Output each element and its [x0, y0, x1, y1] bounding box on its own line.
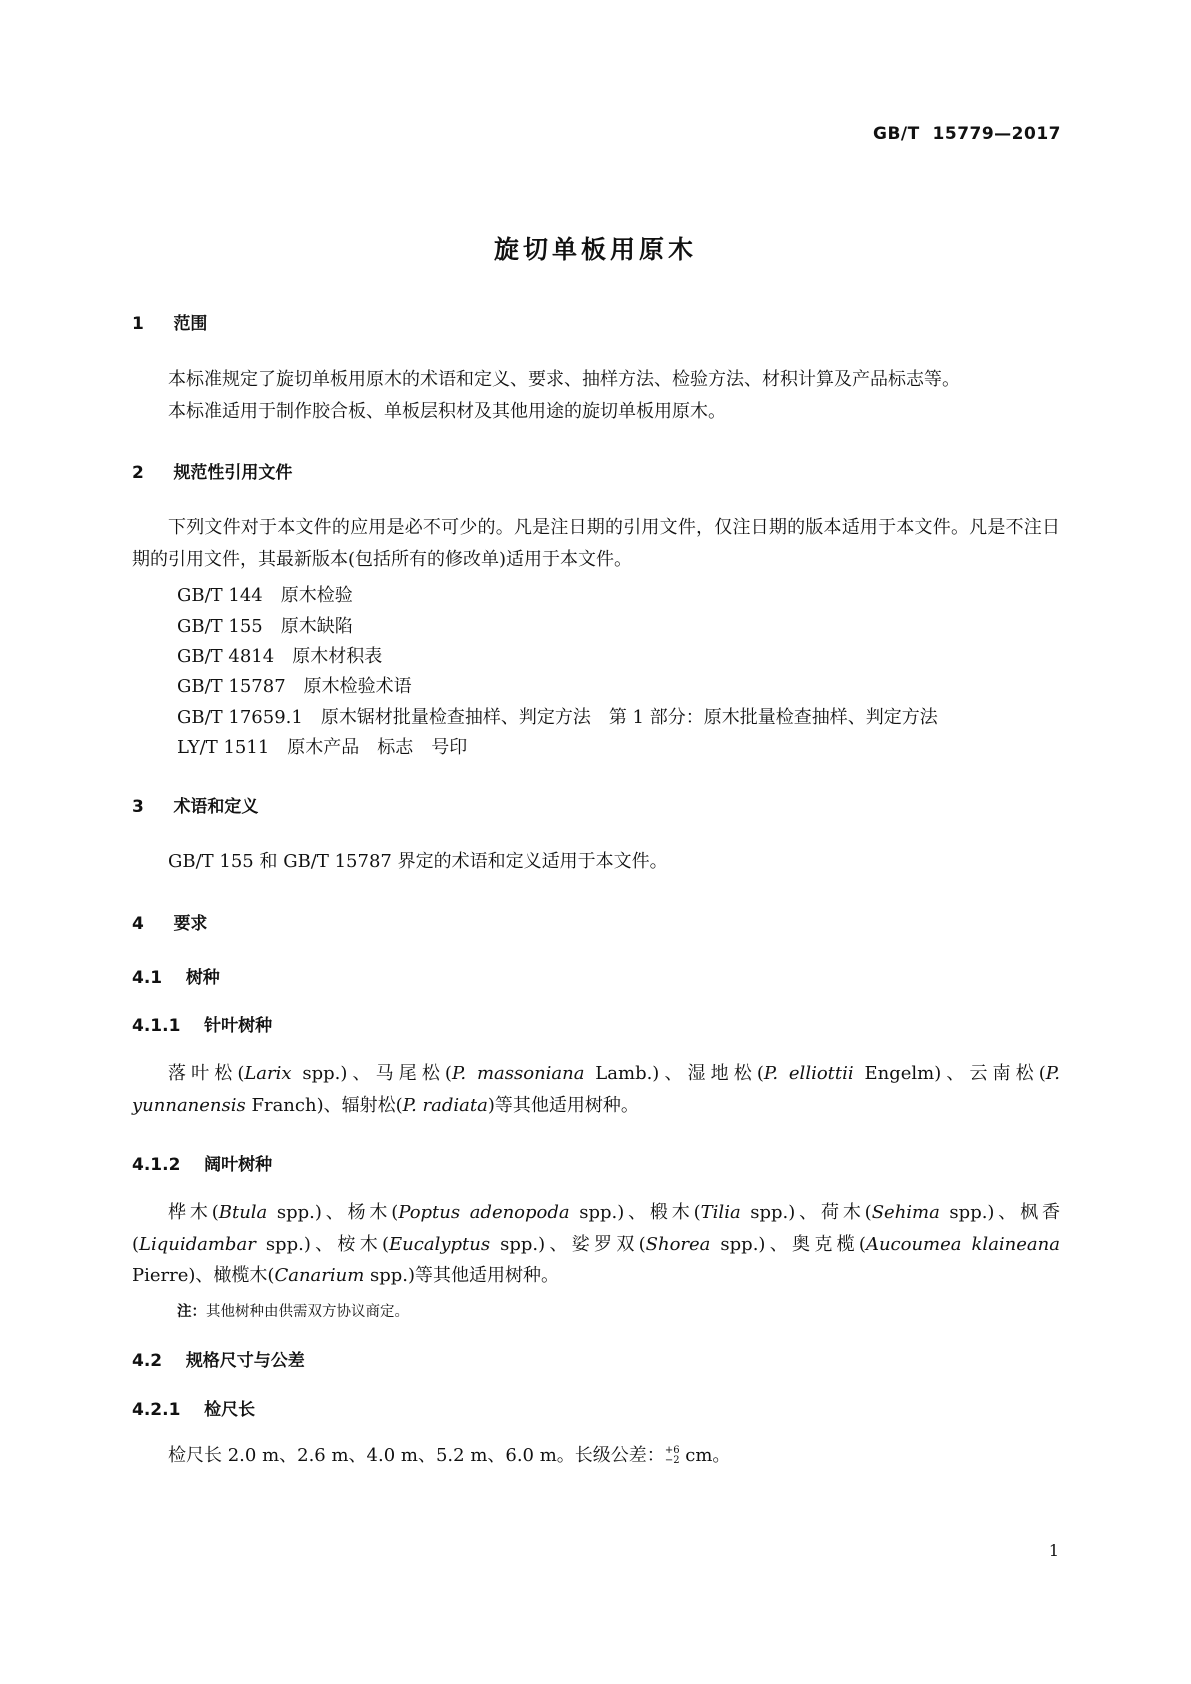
section-3-heading [132, 792, 258, 817]
subsection-4-2-1-heading [132, 1395, 255, 1420]
subsection-4-1-1-heading [132, 1011, 272, 1036]
latin-name: P. radiata [402, 1094, 488, 1116]
section-number: 4.1.2 [132, 1155, 181, 1175]
text-run: )等其他适用树种。 [487, 1094, 639, 1116]
section-title: 范围 [173, 314, 208, 334]
latin-name: Shorea [645, 1233, 711, 1255]
section-2-heading [132, 458, 292, 483]
page-number: 1 [1048, 1541, 1059, 1560]
latin-name: Canarium [274, 1265, 365, 1286]
reference-item: LY/T 1511 原木产品 标志 号印 [177, 737, 468, 758]
reference-item: GB/T 4814 原木材积表 [177, 646, 383, 667]
section-number: 2 [132, 463, 144, 483]
text-run: spp.)、荷木( [740, 1202, 872, 1223]
latin-name: P. elliottii [763, 1063, 854, 1084]
latin-name: Liquidambar [139, 1233, 256, 1255]
paragraph-scaled-length [132, 1440, 1060, 1472]
text-run: spp.)、杨木( [267, 1202, 399, 1223]
latin-name: P. massoniana [451, 1063, 585, 1084]
latin-name: Btula [218, 1202, 268, 1223]
reference-item: GB/T 155 原木缺陷 [177, 616, 353, 637]
section-title: 规范性引用文件 [173, 463, 293, 483]
section-title: 术语和定义 [173, 797, 259, 817]
text-run: Franch)、辐射松( [245, 1094, 403, 1116]
paragraph: 下列文件对于本文件的应用是必不可少的。凡是注日期的引用文件，仅注日期的版本适用于本文件。凡是不注日期的引用文件，其最新版本(包括所有的修改单)适用于本文件。 [132, 517, 1060, 570]
tolerance-plus: +6 [664, 1445, 680, 1456]
subsection-4-1-heading [132, 963, 220, 988]
text-run: Engelm)、云南松( [853, 1063, 1046, 1084]
section-title: 阔叶树种 [204, 1155, 273, 1175]
document-title: 旋切单板用原木 [493, 235, 697, 264]
text-run: spp.)、奥克榄( [710, 1233, 866, 1255]
text-run: Lamb.)、湿地松( [584, 1063, 764, 1084]
text-run: spp.)、马尾松( [291, 1063, 452, 1084]
paragraph: 本标准规定了旋切单板用原木的术语和定义、要求、抽样方法、检验方法、材积计算及产品标志等。 [168, 369, 960, 390]
latin-name: Aucoumea klaineana [865, 1233, 1060, 1255]
text-run: spp.)、椴木( [569, 1202, 701, 1223]
subsection-4-2-heading [132, 1346, 305, 1371]
text-run: 落叶松( [168, 1063, 245, 1084]
text-run: spp.)、桉木( [255, 1233, 390, 1255]
reference-item: GB/T 17659.1 原木锯材批量检查抽样、判定方法 第 1 部分：原木批量检查抽样、判定方法 [177, 707, 938, 728]
section-title: 规格尺寸与公差 [185, 1351, 305, 1371]
latin-name: Eucalyptus [389, 1233, 491, 1255]
section-number: 4.1 [132, 968, 163, 988]
tolerance [665, 1446, 680, 1466]
section-number: 4.1.1 [132, 1016, 181, 1036]
section-number: 4 [132, 914, 144, 934]
standard-code: GB/T 15779—2017 [872, 124, 1061, 144]
text-run: spp.)、枫香( [132, 1202, 1061, 1255]
text-run: spp.)等其他适用树种。 [364, 1265, 560, 1286]
text-run: Pierre)、橄榄木( [132, 1265, 275, 1286]
latin-name: Larix [244, 1063, 292, 1084]
text-run: cm。 [679, 1445, 731, 1466]
latin-name: Poptus adenopoda [398, 1202, 570, 1223]
text-run: spp.)、娑罗双( [490, 1233, 646, 1255]
section-title: 要求 [173, 914, 208, 934]
paragraph: 本标准适用于制作胶合板、单板层积材及其他用途的旋切单板用原木。 [168, 401, 726, 422]
section-number: 4.2.1 [132, 1400, 181, 1420]
note-label: 注： [177, 1304, 206, 1320]
note [177, 1300, 409, 1321]
text-run: 桦木( [168, 1202, 219, 1223]
latin-name: Tilia [700, 1202, 741, 1223]
tolerance-minus: −2 [664, 1455, 680, 1466]
section-number: 3 [132, 797, 144, 817]
section-1-heading [132, 309, 207, 334]
section-title: 针叶树种 [204, 1016, 273, 1036]
section-4-heading [132, 909, 207, 934]
text-run: 检尺长 2.0 m、2.6 m、4.0 m、5.2 m、6.0 m。长级公差： [168, 1445, 665, 1466]
reference-item: GB/T 15787 原木检验术语 [177, 676, 412, 697]
section-title: 树种 [185, 968, 220, 988]
paragraph: GB/T 155 和 GB/T 15787 界定的术语和定义适用于本文件。 [168, 851, 668, 872]
reference-item: GB/T 144 原木检验 [177, 585, 353, 606]
section-number: 1 [132, 314, 144, 334]
note-text: 其他树种由供需双方协议商定。 [206, 1304, 409, 1320]
paragraph-broadleaf-species [132, 1197, 1060, 1292]
paragraph-conifer-species [132, 1058, 1060, 1121]
latin-name: Sehima [871, 1202, 940, 1223]
latin-name: P. yunnanensis [132, 1063, 1060, 1116]
section-number: 4.2 [132, 1351, 163, 1371]
subsection-4-1-2-heading [132, 1150, 272, 1175]
section-title: 检尺长 [204, 1400, 256, 1420]
